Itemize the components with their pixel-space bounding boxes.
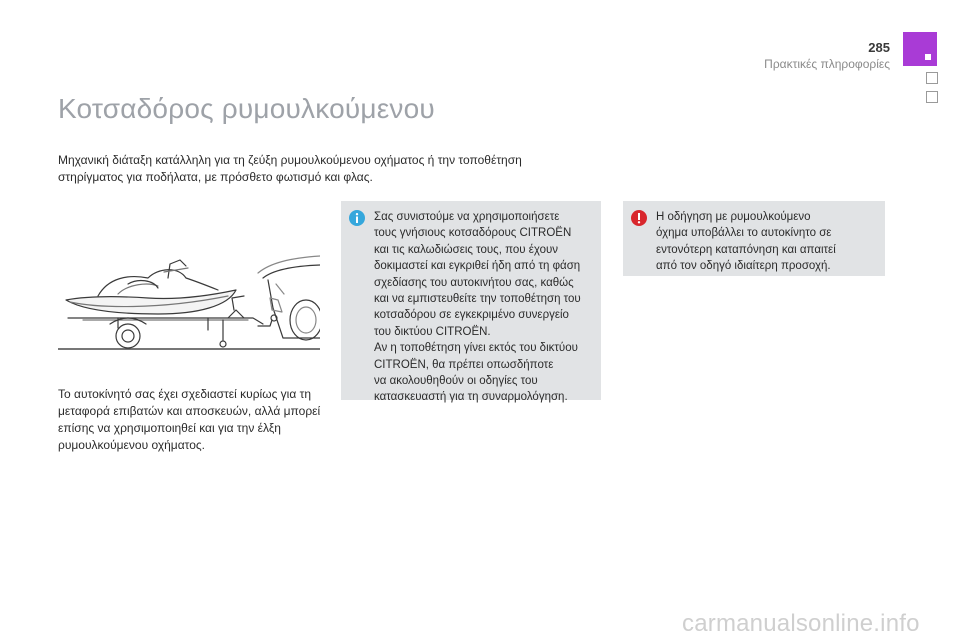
car-towing-jetski-trailer-illustration: [58, 238, 320, 354]
info-line: δοκιμαστεί και εγκριθεί ήδη από τη φάση: [374, 260, 581, 273]
info-line: να ακολουθηθούν οι οδηγίες του: [374, 375, 538, 388]
info-line: και τις καλωδιώσεις τους, που έχουν: [374, 243, 559, 256]
towing-illustration: [58, 238, 320, 354]
info-icon: [349, 210, 365, 226]
info-line: κοτσαδόρου σε εγκεκριμένο συνεργείο: [374, 309, 569, 322]
warning-line: εντονότερη καταπόνηση και απαιτεί: [656, 243, 836, 256]
page-number: 285: [868, 40, 890, 55]
chapter-tab[interactable]: [926, 91, 938, 103]
warning-note: [623, 201, 885, 276]
intro-paragraph: Μηχανική διάταξη κατάλληλη για τη ζεύξη ρυμουλκούμενου οχήματος ή την τοποθέτηση στηρίγματος για ποδήλατα, με πρόσθετο φωτισμό και φλας.: [58, 153, 522, 184]
info-line: τους γνήσιους κοτσαδόρους CITROËN: [374, 227, 572, 240]
footer-watermark: carmanualsonline.info: [682, 610, 920, 637]
page-title: Κοτσαδόρος ρυμουλκούμενου: [58, 93, 435, 124]
caption-paragraph: Το αυτοκίνητό σας έχει σχεδιαστεί κυρίως για τη μεταφορά επιβατών και αποσκευών, αλλά μπορεί επίσης να χρησιμοποιηθεί και για την έλξη ρυμουλκούμενου οχήματος.: [58, 387, 321, 452]
info-line: και να εμπιστευθείτε την τοποθέτηση του: [374, 293, 581, 306]
tab-marker: [925, 54, 931, 60]
chapter-tab-active[interactable]: [903, 32, 937, 66]
warning-line: όχημα υποβάλλει το αυτοκίνητο σε: [656, 227, 832, 240]
warning-note-text: [656, 209, 877, 275]
section-title: Πρακτικές πληροφορίες: [764, 57, 890, 71]
info-line: κατασκευαστή για τη συναρμολόγηση.: [374, 391, 568, 404]
info-line: Σας συνιστούμε να χρησιμοποιήσετε: [374, 211, 560, 223]
info-line: Αν η τοποθέτηση γίνει εκτός του δικτύου: [374, 342, 578, 355]
info-line: σχεδίασης του αυτοκινήτου σας, καθώς: [374, 276, 574, 289]
info-line: του δικτύου CITROËN.: [374, 325, 491, 338]
warning-icon: [631, 210, 647, 226]
info-note: [341, 201, 601, 404]
info-line: CITROËN, θα πρέπει οπωσδήποτε: [374, 358, 554, 371]
warning-line: από τον οδηγό ιδιαίτερη προσοχή.: [656, 260, 831, 273]
info-note-text: [374, 209, 593, 406]
warning-line: Η οδήγηση με ρυμουλκούμενο: [656, 211, 811, 223]
chapter-tab[interactable]: [926, 72, 938, 84]
